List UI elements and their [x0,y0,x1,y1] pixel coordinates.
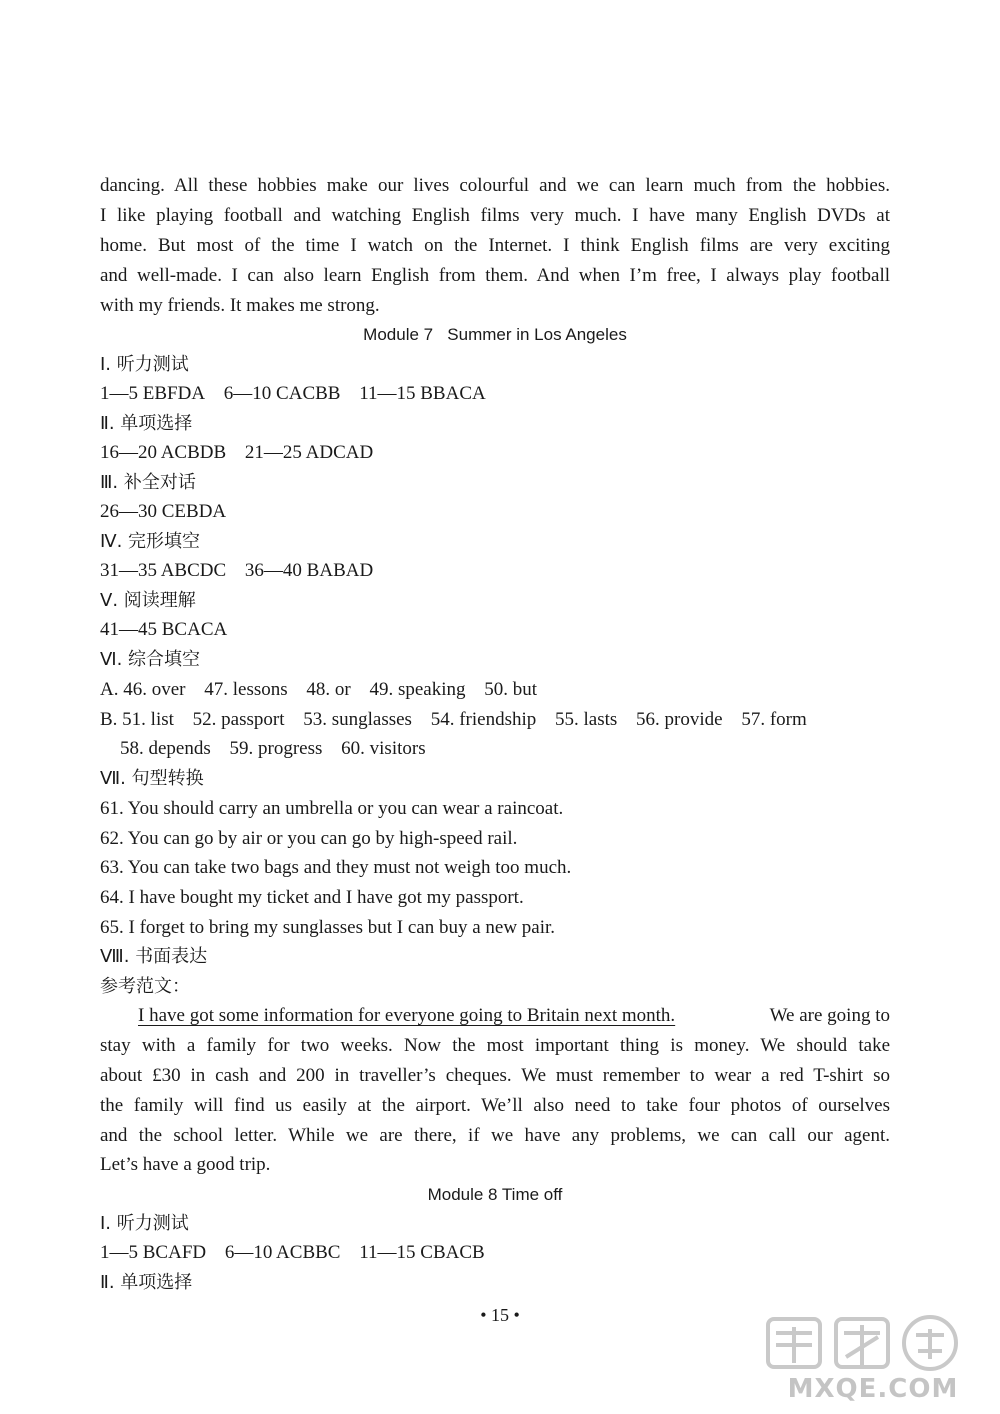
blank-answer: 48. or [306,679,351,700]
answer-group: 31—35 ABCDC [100,560,227,581]
m7-section1-title: Ⅰ. 听力测试 [100,354,189,375]
blank-answer: 59. progress [229,738,323,759]
m7-section5-title: Ⅴ. 阅读理解 [100,590,196,611]
blank-answer: 52. passport [192,709,285,730]
essay-first-line [138,1001,890,1031]
blank-answer: 56. provide [636,709,723,730]
m8-section1-answers [100,1238,890,1268]
blank-answer: 60. visitors [341,738,426,759]
blank-answer: 47. lessons [204,679,288,700]
m7-section4-title: Ⅳ. 完形填空 [100,531,201,552]
intro-line-3: home. But most of the time I watch on the Internet. I think English films are very exciting [100,235,890,256]
blank-answer: 54. friendship [430,709,537,730]
module8-title: Module 8 Time off [427,1185,563,1204]
blank-answer: 58. depends [120,738,211,759]
sentence-answer: 64. I have bought my ticket and I have got my passport. [100,887,524,908]
m7-section4-answers [100,556,890,586]
answer-group: 1—5 EBFDA [100,383,206,404]
answer-group: 36—40 BABAD [244,560,374,581]
essay-first-line-rest: We are going to [769,1005,890,1026]
m7-section6-line-c [120,734,890,764]
m7-section6-line-b [100,705,890,735]
m7-section3-answers: 26—30 CEBDA [100,501,227,522]
module7-title: Module 7 Summer in Los Angeles [363,325,627,344]
m7-section2-title: Ⅱ. 单项选择 [100,413,193,434]
essay-line: the family will find us easily at the airport. We’ll also need to take four photos of ourselves [100,1095,890,1116]
answer-group: 11—15 BBACA [359,383,486,404]
essay-line: and the school letter. While we are there, if we have any problems, we can call our agent. [100,1125,890,1146]
answer-group: 11—15 CBACB [359,1242,485,1263]
intro-line-2: I like playing football and watching English films very much. I have many English DVDs at [100,205,890,226]
m7-section7-title: Ⅶ. 句型转换 [100,768,204,789]
essay-line: Let’s have a good trip. [100,1154,271,1175]
essay-line: about £30 in cash and 200 in traveller’s cheques. We must remember to wear a red T-shirt so [100,1065,890,1086]
m8-section1-title: Ⅰ. 听力测试 [100,1213,189,1234]
intro-line-4: and well-made. I can also learn English from them. And when I’m free, I always play football [100,265,890,286]
m8-section2-title: Ⅱ. 单项选择 [100,1272,193,1293]
blank-answer: 57. form [741,709,807,730]
watermark-text: MXQE.COM [787,1374,959,1404]
watermark-logo [758,1311,988,1406]
sentence-answer: 63. You can take two bags and they must not weigh too much. [100,857,572,878]
answer-group: 6—10 CACBB [223,383,341,404]
m7-section2-answers [100,438,890,468]
sentence-answer: 65. I forget to bring my sunglasses but I can buy a new pair. [100,917,556,938]
m7-section3-title: Ⅲ. 补全对话 [100,472,196,493]
sample-essay-label: 参考范文： [100,976,190,997]
answer-group: 16—20 ACBDB [100,442,227,463]
m7-section1-answers [100,379,890,409]
answer-group: 1—5 BCAFD [100,1242,207,1263]
blank-answer: B. 51. list [100,709,174,730]
blank-answer: 49. speaking [369,679,466,700]
sentence-answer: 61. You should carry an umbrella or you can wear a raincoat. [100,798,564,819]
sentence-answer: 62. You can go by air or you can go by high-speed rail. [100,828,518,849]
page-number: • 15 • [480,1305,520,1325]
blank-answer: A. 46. over [100,679,186,700]
intro-line-5: with my friends. It makes me strong. [100,295,380,316]
essay-topic-sentence: I have got some information for everyone going to Britain next month. [138,1005,676,1026]
m7-section8-title: Ⅷ. 书面表达 [100,946,208,967]
intro-line-1: dancing. All these hobbies make our lives colourful and we can learn much from the hobbies. [100,175,890,196]
essay-line: stay with a family for two weeks. Now the most important thing is money. We should take [100,1035,890,1056]
blank-answer: 53. sunglasses [303,709,412,730]
m7-section6-title: Ⅵ. 综合填空 [100,649,201,670]
watermark-glyphs [768,1317,956,1369]
blank-answer: 55. lasts [555,709,618,730]
answer-group: 21—25 ADCAD [244,442,374,463]
m7-section5-answers: 41—45 BCACA [100,619,228,640]
m7-section6-line-a [100,675,890,705]
answer-group: 6—10 ACBBC [224,1242,341,1263]
blank-answer: 50. but [484,679,538,700]
